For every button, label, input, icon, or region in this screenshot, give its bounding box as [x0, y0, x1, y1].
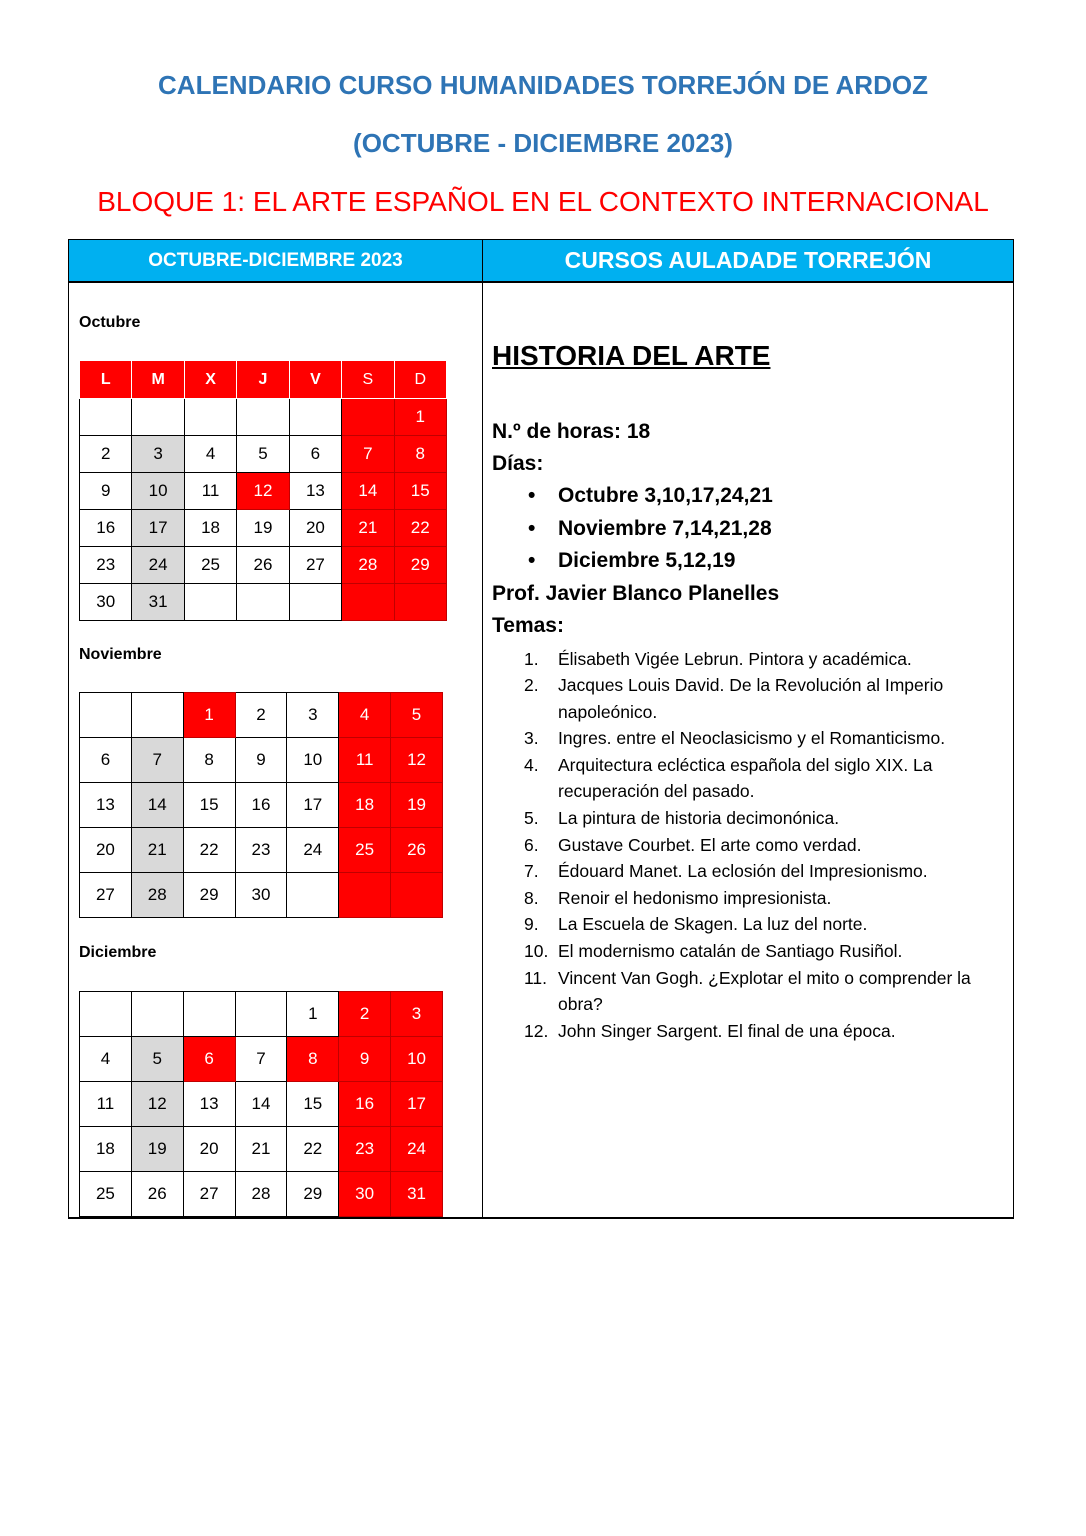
calendar-day-cell: 12: [237, 473, 289, 510]
calendar-week-row: [80, 1082, 443, 1127]
calendar-day-cell: [342, 399, 394, 436]
block-title: BLOQUE 1: EL ARTE ESPAÑOL EN EL CONTEXTO INTERNACIONAL: [97, 186, 989, 217]
calendar-day-cell: 27: [289, 547, 341, 584]
calendar-day-cell: 6: [183, 1037, 235, 1082]
course-column-header: CURSOS AULADADE TORREJÓN: [483, 239, 1013, 283]
calendar-day-cell: 29: [394, 547, 446, 584]
calendar-day-cell: 4: [339, 693, 391, 738]
calendar-day-cell: 11: [184, 473, 236, 510]
calendar-day-cell: 9: [80, 473, 132, 510]
calendar-day-cell: 28: [131, 873, 183, 918]
course-day-item: • Noviembre 7,14,21,28: [558, 513, 1012, 546]
calendar-day-cell: 8: [183, 738, 235, 783]
calendar-day-cell: 22: [287, 1127, 339, 1172]
calendar-day-cell: 12: [391, 738, 443, 783]
calendar-day-cell: 3: [391, 992, 443, 1037]
topic-item: [524, 911, 1012, 938]
calendar-day-cell: 8: [394, 436, 446, 473]
calendar-day-cell: [131, 693, 183, 738]
topic-item: [524, 832, 1012, 859]
calendar-day-cell: 13: [80, 783, 132, 828]
calendar-day-cell: 4: [184, 436, 236, 473]
calendar-week-row: [80, 584, 447, 621]
calendar-day-cell: 25: [80, 1172, 132, 1217]
weekday-header: D: [394, 361, 446, 399]
calendar-day-cell: 18: [339, 783, 391, 828]
calendar-day-cell: [80, 399, 132, 436]
calendar-week-row: [80, 1172, 443, 1217]
calendar-day-cell: 25: [184, 547, 236, 584]
weekday-header: S: [342, 361, 394, 399]
calendar-day-cell: 3: [287, 693, 339, 738]
calendar-day-cell: [394, 584, 446, 621]
calendar-day-cell: 19: [391, 783, 443, 828]
calendar-octubre: [79, 360, 447, 621]
calendar-day-cell: [131, 992, 183, 1037]
calendar-day-cell: 30: [235, 873, 287, 918]
calendar-day-cell: 6: [80, 738, 132, 783]
calendar-day-cell: 30: [339, 1172, 391, 1217]
calendar-day-cell: 23: [235, 828, 287, 873]
topic-number: 10.: [524, 941, 549, 962]
calendar-week-row: [80, 738, 443, 783]
topic-number: 1.: [524, 648, 539, 669]
calendar-day-cell: [339, 873, 391, 918]
topic-number: 7.: [524, 861, 539, 882]
topic-item: [524, 752, 1012, 805]
calendar-day-cell: [184, 399, 236, 436]
topic-number: 3.: [524, 728, 539, 749]
month-label-diciembre: Diciembre: [79, 944, 157, 961]
topic-item: [524, 725, 1012, 752]
calendar-day-cell: 30: [80, 584, 132, 621]
calendar-day-cell: 20: [289, 510, 341, 547]
calendar-week-row: [80, 873, 443, 918]
topic-number: 11.: [524, 967, 548, 988]
calendar-day-cell: [237, 399, 289, 436]
topic-item: [524, 938, 1012, 965]
calendar-week-row: [80, 1037, 443, 1082]
calendar-day-cell: 19: [131, 1127, 183, 1172]
course-days-list: [492, 480, 1012, 578]
topic-number: 8.: [524, 887, 539, 908]
topic-text: Vincent Van Gogh. ¿Explotar el mito o comprender la obra?: [558, 967, 971, 1015]
topic-text: El modernismo catalán de Santiago Rusiñol.: [558, 941, 903, 962]
calendar-day-cell: 1: [394, 399, 446, 436]
calendar-day-cell: 10: [132, 473, 184, 510]
topic-text: Édouard Manet. La eclosión del Impresionismo.: [558, 861, 928, 882]
topic-number: 4.: [524, 754, 539, 775]
topic-text: Ingres. entre el Neoclasicismo y el Romanticismo.: [558, 728, 946, 749]
course-day-item: • Octubre 3,10,17,24,21: [558, 480, 1012, 513]
topic-text: John Singer Sargent. El final de una época.: [558, 1020, 896, 1041]
topic-number: 5.: [524, 808, 539, 829]
calendar-day-cell: 17: [391, 1082, 443, 1127]
topic-text: Gustave Courbet. El arte como verdad.: [558, 834, 862, 855]
topic-number: 6.: [524, 834, 539, 855]
course-title: HISTORIA DEL ARTE: [492, 340, 771, 371]
calendar-day-cell: 27: [183, 1172, 235, 1217]
weekday-header: V: [289, 361, 341, 399]
calendar-day-cell: 10: [287, 738, 339, 783]
calendar-day-cell: 23: [80, 547, 132, 584]
weekday-header: X: [184, 361, 236, 399]
calendar-day-cell: 24: [287, 828, 339, 873]
calendar-week-row: [80, 510, 447, 547]
calendar-day-cell: 15: [394, 473, 446, 510]
calendar-day-cell: 16: [235, 783, 287, 828]
calendar-day-cell: 1: [287, 992, 339, 1037]
month-label-octubre: Octubre: [79, 314, 141, 331]
calendar-day-cell: [183, 992, 235, 1037]
calendar-day-cell: 20: [183, 1127, 235, 1172]
topic-number: 9.: [524, 914, 539, 935]
calendar-day-cell: 31: [391, 1172, 443, 1217]
calendar-day-cell: [184, 584, 236, 621]
calendar-day-cell: 28: [342, 547, 394, 584]
topic-item: [524, 885, 1012, 912]
month-label-noviembre: Noviembre: [79, 646, 162, 663]
calendar-week-row: [80, 436, 447, 473]
calendar-day-cell: 7: [342, 436, 394, 473]
calendar-day-cell: [289, 399, 341, 436]
calendar-day-cell: 26: [237, 547, 289, 584]
calendar-day-cell: 23: [339, 1127, 391, 1172]
calendar-day-cell: 25: [339, 828, 391, 873]
calendar-day-cell: 13: [183, 1082, 235, 1127]
calendar-day-cell: 18: [80, 1127, 132, 1172]
calendar-day-cell: 24: [391, 1127, 443, 1172]
calendar-day-cell: 21: [235, 1127, 287, 1172]
topic-text: Élisabeth Vigée Lebrun. Pintora y académica.: [558, 648, 912, 669]
calendar-day-cell: 20: [80, 828, 132, 873]
calendar-day-cell: [342, 584, 394, 621]
calendar-day-cell: 16: [80, 510, 132, 547]
course-days-label: Días:: [492, 452, 544, 475]
calendar-day-cell: 1: [183, 693, 235, 738]
course-topics-label: Temas:: [492, 613, 564, 637]
calendar-week-row: [80, 992, 443, 1037]
calendar-day-cell: 2: [235, 693, 287, 738]
calendar-day-cell: 10: [391, 1037, 443, 1082]
calendar-day-cell: [289, 584, 341, 621]
course-topics-list: [492, 646, 1012, 1045]
calendar-day-cell: [132, 399, 184, 436]
calendar-day-cell: 22: [394, 510, 446, 547]
calendar-week-row: [80, 828, 443, 873]
calendar-day-cell: 19: [237, 510, 289, 547]
calendar-day-cell: 11: [339, 738, 391, 783]
calendar-day-cell: 12: [131, 1082, 183, 1127]
calendar-day-cell: 4: [80, 1037, 132, 1082]
calendar-day-cell: 14: [235, 1082, 287, 1127]
calendar-day-cell: 9: [339, 1037, 391, 1082]
calendar-day-cell: [80, 693, 132, 738]
calendar-week-row: [80, 1127, 443, 1172]
weekday-header: L: [80, 361, 132, 399]
calendar-day-cell: 31: [132, 584, 184, 621]
calendar-day-cell: 29: [287, 1172, 339, 1217]
topic-number: 12.: [524, 1020, 549, 1041]
course-professor: Prof. Javier Blanco Planelles: [492, 581, 780, 605]
calendar-day-cell: 26: [131, 1172, 183, 1217]
calendar-day-cell: 5: [237, 436, 289, 473]
calendar-day-cell: [391, 873, 443, 918]
course-hours: N.º de horas: 18: [492, 420, 651, 443]
topic-item: [524, 646, 1012, 673]
calendar-day-cell: 5: [131, 1037, 183, 1082]
calendar-day-cell: 22: [183, 828, 235, 873]
calendar-day-cell: [237, 584, 289, 621]
calendar-day-cell: 3: [132, 436, 184, 473]
calendar-day-cell: 21: [131, 828, 183, 873]
calendar-week-row: [80, 547, 447, 584]
calendar-noviembre: [79, 692, 443, 918]
calendar-day-cell: 6: [289, 436, 341, 473]
calendar-day-cell: 17: [287, 783, 339, 828]
calendar-week-row: [80, 399, 447, 436]
calendar-diciembre: [79, 991, 443, 1217]
calendar-day-cell: 14: [342, 473, 394, 510]
calendar-day-cell: 2: [339, 992, 391, 1037]
calendar-day-cell: 18: [184, 510, 236, 547]
calendar-day-cell: 27: [80, 873, 132, 918]
weekday-header: J: [237, 361, 289, 399]
calendar-day-cell: 5: [391, 693, 443, 738]
topic-text: Arquitectura ecléctica española del siglo XIX. La recuperación del pasado.: [558, 754, 933, 802]
calendar-day-cell: 15: [287, 1082, 339, 1127]
topic-item: [524, 858, 1012, 885]
calendar-day-cell: 16: [339, 1082, 391, 1127]
calendar-day-cell: [235, 992, 287, 1037]
calendar-day-cell: 24: [132, 547, 184, 584]
calendar-day-cell: 29: [183, 873, 235, 918]
calendar-day-cell: 9: [235, 738, 287, 783]
column-divider: [482, 239, 483, 1217]
calendar-week-row: [80, 693, 443, 738]
topic-item: [524, 805, 1012, 832]
calendar-day-cell: 17: [132, 510, 184, 547]
calendar-day-cell: 21: [342, 510, 394, 547]
calendar-day-cell: 13: [289, 473, 341, 510]
calendar-day-cell: 15: [183, 783, 235, 828]
topic-text: La Escuela de Skagen. La luz del norte.: [558, 914, 868, 935]
calendar-day-cell: 26: [391, 828, 443, 873]
calendar-week-row: [80, 473, 447, 510]
calendar-day-cell: 28: [235, 1172, 287, 1217]
topic-text: Jacques Louis David. De la Revolución al Imperio napoleónico.: [558, 675, 944, 722]
course-day-item: • Diciembre 5,12,19: [558, 545, 1012, 578]
calendar-day-cell: 7: [235, 1037, 287, 1082]
course-panel: [492, 340, 1012, 1044]
calendar-column-header: OCTUBRE-DICIEMBRE 2023: [69, 239, 482, 283]
weekday-header-row: [80, 361, 447, 399]
calendar-day-cell: 7: [131, 738, 183, 783]
document-title: CALENDARIO CURSO HUMANIDADES TORREJÓN DE ARDOZ: [158, 70, 928, 100]
topic-item: [524, 965, 1012, 1018]
topic-text: Renoir el hedonismo impresionista.: [558, 887, 832, 908]
calendar-day-cell: [80, 992, 132, 1037]
topic-text: La pintura de historia decimonónica.: [558, 808, 840, 829]
weekday-header: M: [132, 361, 184, 399]
topic-item: [524, 1018, 1012, 1045]
calendar-day-cell: [287, 873, 339, 918]
topic-item: [524, 672, 1012, 725]
document-subtitle: (OCTUBRE - DICIEMBRE 2023): [353, 128, 733, 158]
calendar-day-cell: 11: [80, 1082, 132, 1127]
calendar-day-cell: 8: [287, 1037, 339, 1082]
calendar-day-cell: 2: [80, 436, 132, 473]
calendar-week-row: [80, 783, 443, 828]
calendar-day-cell: 14: [131, 783, 183, 828]
topic-number: 2.: [524, 675, 539, 696]
